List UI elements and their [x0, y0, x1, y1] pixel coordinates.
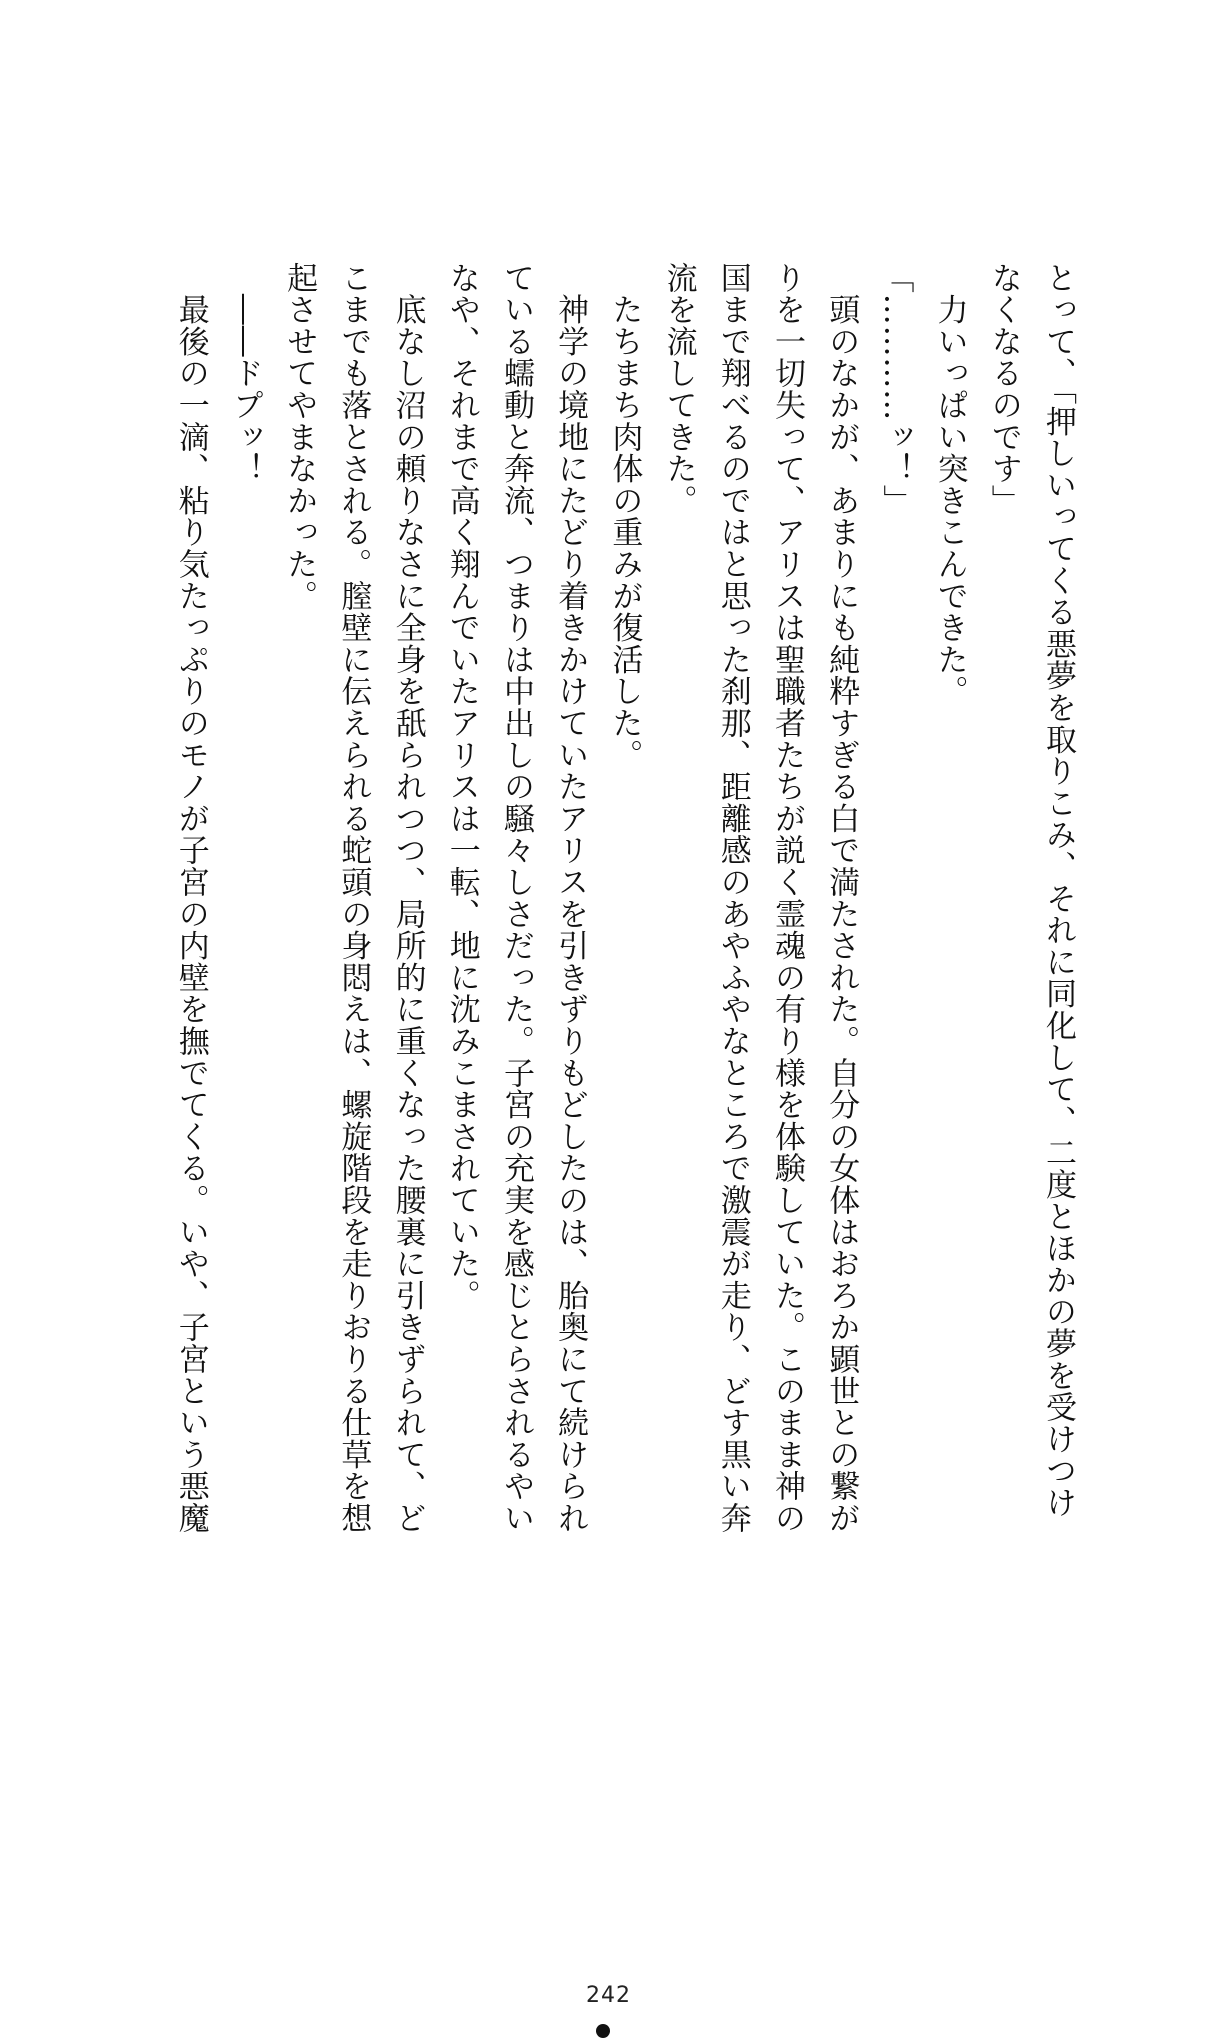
text-line: 国まで翔べるのではと思った刹那、距離感のあやふやなところで激震が走り、どす黒い奔	[714, 262, 751, 1534]
text-line: ている蠕動と奔流、つまりは中出しの騒々しさだった。子宮の充実を感じとらされるやい	[497, 262, 534, 1534]
text-line: とって、「押しいってくる悪夢を取りこみ、それに同化して、二度とほかの夢を受けつけ	[1040, 262, 1076, 1519]
text-line: 底なし沼の頼りなさに全身を舐られつつ、局所的に重くなった腰裏に引きずられて、ど	[389, 262, 426, 1534]
text-line: 最後の一滴、粘り気たっぷりのモノが子宮の内壁を撫でてくる。いや、子宮という悪魔	[172, 262, 209, 1534]
text-line: 「…………ッ！」	[877, 262, 914, 517]
text-line: こまでも落とされる。膣壁に伝えられる蛇頭の身悶えは、螺旋階段を走りおりる仕草を想	[335, 262, 372, 1534]
body-text	[130, 262, 1085, 1742]
text-line: たちまち肉体の重みが復活した。	[606, 262, 643, 771]
page-marker-dot	[596, 2024, 610, 2038]
text-line: 起させてやまなかった。	[281, 262, 318, 612]
text-line: 流を流してきた。	[660, 262, 697, 517]
text-line: なくなるのです」	[985, 262, 1022, 517]
page-number: 242	[586, 1983, 631, 2008]
text-line: りを一切失って、アリスは聖職者たちが説く霊魂の有り様を体験していた。このまま神の	[768, 262, 805, 1534]
text-line: なや、それまで高く翔んでいたアリスは一転、地に沈みこまされていた。	[443, 262, 480, 1312]
text-line: ――ドプッ！	[226, 262, 263, 485]
text-line: 神学の境地にたどり着きかけていたアリスを引きずりもどしたのは、胎奥にて続けられ	[552, 262, 589, 1534]
text-line: 頭のなかが、あまりにも純粋すぎる白で満たされた。自分の女体はおろか顕世との繋が	[823, 262, 860, 1534]
text-line: 力いっぱい突きこんできた。	[931, 262, 968, 708]
